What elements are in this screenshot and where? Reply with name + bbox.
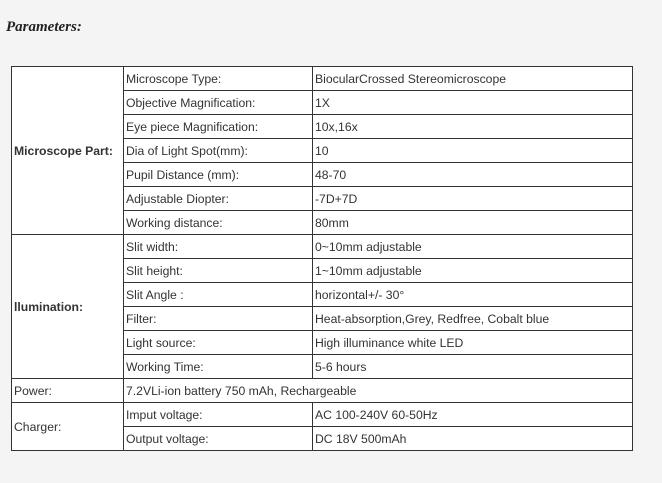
parameter-name: Dia of Light Spot(mm): (124, 139, 313, 163)
table-row (12, 235, 633, 259)
group-label: llumination: (12, 235, 124, 379)
table-row (12, 67, 633, 91)
table-row (12, 403, 633, 427)
parameter-value: 10 (313, 139, 633, 163)
parameter-name: Working distance: (124, 211, 313, 235)
parameter-name: Output voltage: (124, 427, 313, 451)
parameter-value: 1~10mm adjustable (313, 259, 633, 283)
parameters-heading: Parameters: (6, 19, 82, 35)
parameter-value: -7D+7D (313, 187, 633, 211)
parameter-name: Objective Magnification: (124, 91, 313, 115)
parameter-name: Eye piece Magnification: (124, 115, 313, 139)
group-label: Microscope Part: (12, 67, 124, 235)
group-label: Charger: (12, 403, 124, 451)
parameter-value: AC 100-240V 60-50Hz (313, 403, 633, 427)
parameter-name: Slit width: (124, 235, 313, 259)
parameter-value: 5-6 hours (313, 355, 633, 379)
parameter-value: horizontal+/- 30° (313, 283, 633, 307)
parameter-value: High illuminance white LED (313, 331, 633, 355)
table-row (12, 379, 633, 403)
parameter-value: 10x,16x (313, 115, 633, 139)
parameter-value: BiocularCrossed Stereomicroscope (313, 67, 633, 91)
parameter-name: Working Time: (124, 355, 313, 379)
parameter-name: Imput voltage: (124, 403, 313, 427)
parameter-value: 48-70 (313, 163, 633, 187)
parameter-name: Pupil Distance (mm): (124, 163, 313, 187)
parameter-name: Filter: (124, 307, 313, 331)
parameter-name: Adjustable Diopter: (124, 187, 313, 211)
merged-value-cell: 7.2VLi-ion battery 750 mAh, Rechargeable (124, 379, 633, 403)
parameter-value: 0~10mm adjustable (313, 235, 633, 259)
parameter-value: Heat-absorption,Grey, Redfree, Cobalt blue (313, 307, 633, 331)
parameter-value: 80mm (313, 211, 633, 235)
parameter-value: DC 18V 500mAh (313, 427, 633, 451)
parameter-name: Light source: (124, 331, 313, 355)
parameter-name: Microscope Type: (124, 67, 313, 91)
parameters-table (11, 66, 633, 451)
parameter-value: 1X (313, 91, 633, 115)
group-label: Power: (12, 379, 124, 403)
parameter-name: Slit height: (124, 259, 313, 283)
parameter-name: Slit Angle : (124, 283, 313, 307)
